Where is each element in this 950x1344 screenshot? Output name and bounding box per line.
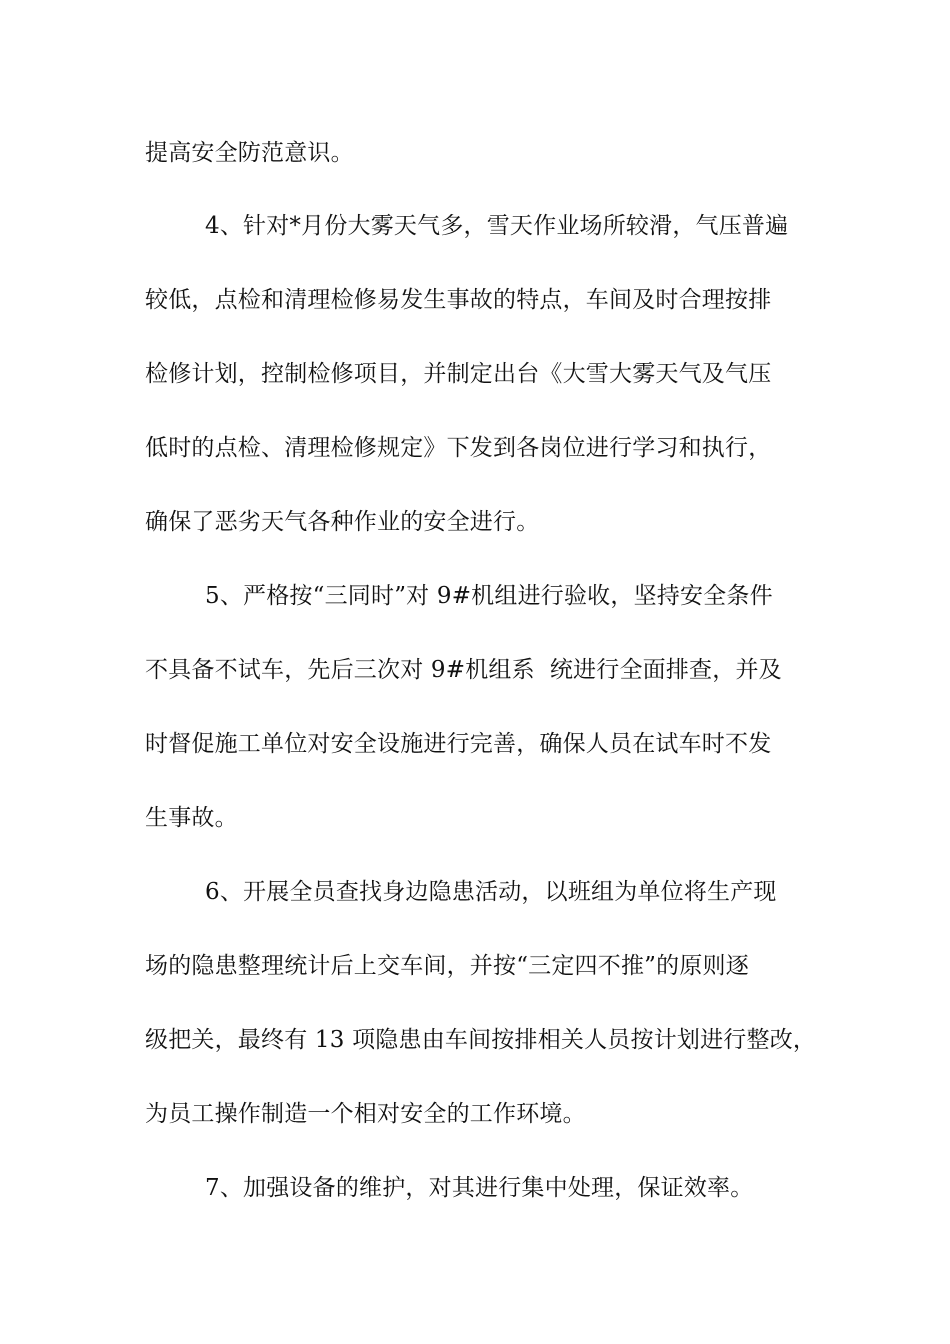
text-line: 生事故。 [145, 805, 238, 831]
text-line: 检修计划，控制检修项目，并制定出台《大雪大雾天气及气压 [145, 361, 772, 387]
text-line: 时督促施工单位对安全设施进行完善，确保人员在试车时不发 [145, 731, 772, 757]
text-line: 较低，点检和清理检修易发生事故的特点，车间及时合理按排 [145, 287, 772, 313]
text-line: 确保了恶劣天气各种作业的安全进行。 [145, 509, 540, 535]
text-line: 不具备不试车，先后三次对 9#机组系 统进行全面排查，并及 [145, 657, 782, 683]
text-line: 场的隐患整理统计后上交车间，并按“三定四不推”的原则逐 [145, 953, 749, 979]
paragraph-item-5-line: 5、严格按“三同时”对 9#机组进行验收，坚持安全条件 [205, 583, 773, 609]
paragraph-item-7-line: 7、加强设备的维护，对其进行集中处理，保证效率。 [205, 1175, 754, 1201]
text-line: 提高安全防范意识。 [145, 140, 354, 166]
text-line: 低时的点检、清理检修规定》下发到各岗位进行学习和执行， [145, 435, 772, 461]
paragraph-item-4-line: 4、针对*月份大雾天气多，雪天作业场所较滑，气压普遍 [205, 213, 789, 239]
text-line: 为员工操作制造一个相对安全的工作环境。 [145, 1101, 586, 1127]
text-line: 级把关，最终有 13 项隐患由车间按排相关人员按计划进行整改， [145, 1027, 817, 1053]
paragraph-item-6-line: 6、开展全员查找身边隐患活动，以班组为单位将生产现 [205, 879, 777, 905]
